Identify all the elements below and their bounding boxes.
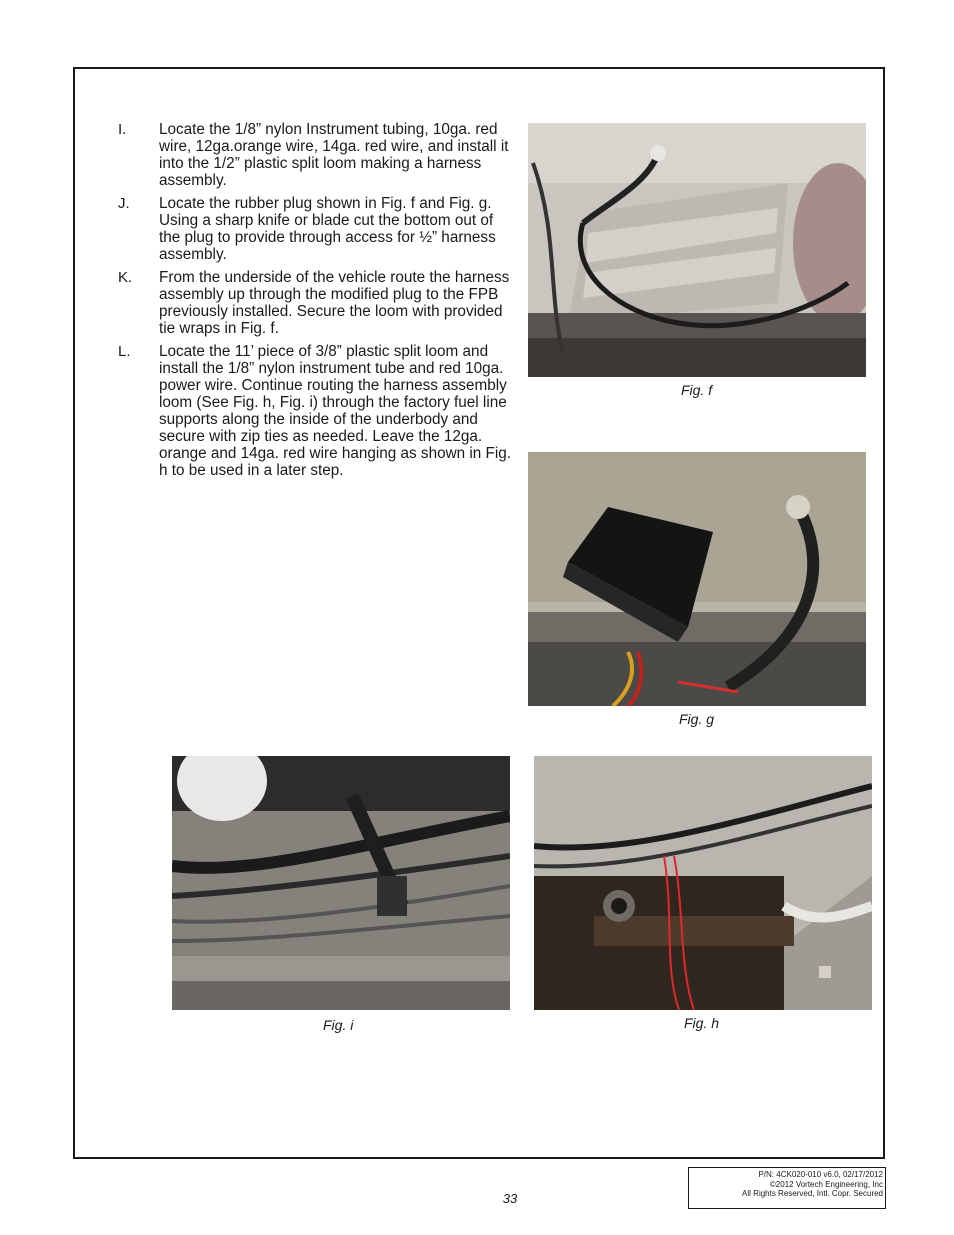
step-letter: L. bbox=[118, 343, 131, 360]
caption-fig-i: Fig. i bbox=[323, 1017, 354, 1033]
footer-part-number: P/N: 4CK020-010 v6.0, 02/17/2012 bbox=[758, 1170, 883, 1179]
footer-copyright-box bbox=[688, 1167, 886, 1209]
step-l bbox=[118, 343, 518, 479]
step-text: Locate the 1/8” nylon Instrument tubing, 10ga. red wire, 12ga.orange wire, 14ga. red wire, and install it into the 1/2” plastic split loom making a harness assembly. bbox=[159, 121, 509, 189]
photo-fig-h bbox=[534, 756, 872, 1010]
footer-rights: All Rights Reserved, Intl. Copr. Secured bbox=[742, 1189, 883, 1198]
page-number: 33 bbox=[502, 1191, 518, 1206]
step-j bbox=[118, 195, 518, 263]
caption-fig-h: Fig. h bbox=[684, 1015, 720, 1031]
step-text: Locate the rubber plug shown in Fig. f and Fig. g. Using a sharp knife or blade cut the bottom out of the plug to provide through access for ½” harness assembly. bbox=[159, 195, 496, 263]
step-text: From the underside of the vehicle route the harness assembly up through the modified plug to the FPB previously installed. Secure the loom with provided tie wraps in Fig. f. bbox=[159, 269, 510, 337]
photo-fig-f bbox=[528, 123, 866, 377]
photo-fig-g bbox=[528, 452, 866, 706]
step-letter: I. bbox=[118, 121, 127, 138]
footer-copyright: ©2012 Vortech Engineering, Inc bbox=[769, 1179, 883, 1189]
step-letter: J. bbox=[118, 195, 130, 212]
caption-fig-g: Fig. g bbox=[679, 711, 715, 727]
caption-fig-f: Fig. f bbox=[681, 382, 713, 398]
step-k bbox=[118, 269, 518, 337]
step-text: Locate the 11’ piece of 3/8” plastic split loom and install the 1/8” nylon instrument tube and red 10ga. power wire. Continue routing the harness assembly loom (See Fig. h, Fig. i) through the factory fuel line supports along the inside of the underbody and secure with zip ties as needed. Leave the 12ga. orange and 14ga. red wire hanging as shown in Fig. h to be used in a later step. bbox=[159, 343, 512, 479]
step-letter: K. bbox=[118, 269, 133, 286]
step-i bbox=[118, 121, 518, 189]
instruction-steps bbox=[118, 121, 518, 485]
photo-fig-i bbox=[172, 756, 510, 1010]
